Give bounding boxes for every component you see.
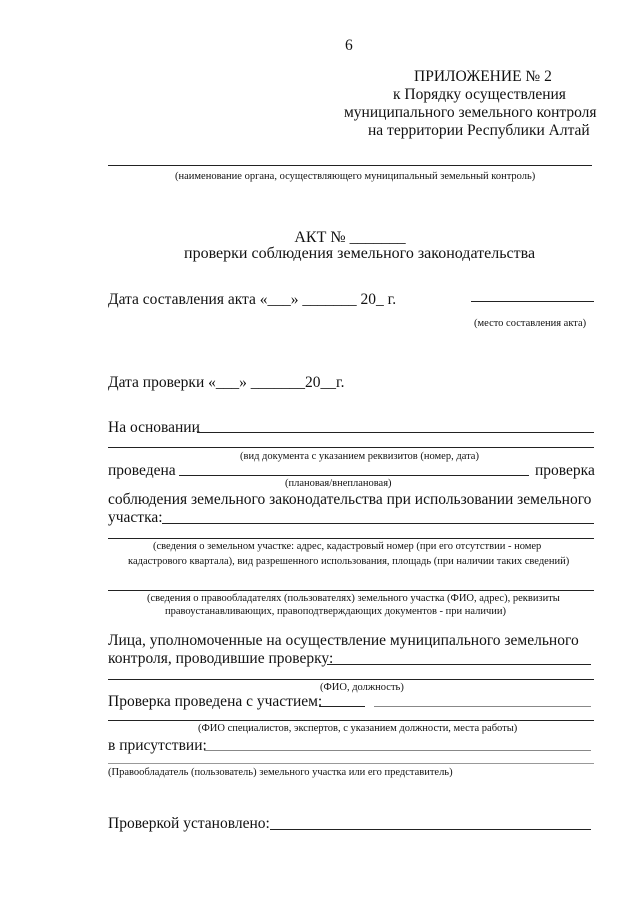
plot-caption-2: кадастрового квартала), вид разрешенного использования, площадь (при наличии таких сведений) [128, 556, 570, 567]
established-input-line[interactable] [270, 829, 591, 830]
basis-input-line[interactable] [197, 432, 594, 433]
compile-date-field[interactable]: Дата составления акта «___» _______ 20_ г. [108, 291, 397, 308]
organ-caption: (наименование органа, осуществляющего муниципальный земельный контроль) [175, 171, 536, 182]
plot-label: участка: [108, 509, 163, 526]
conducted-label: проведена [108, 462, 176, 479]
compliance-line-1: соблюдения земельного законодательства при использовании земельного [108, 491, 592, 508]
appendix-title: ПРИЛОЖЕНИЕ № 2 [414, 68, 552, 85]
act-title: АКТ № _______ [294, 229, 406, 246]
participation-input-line-2[interactable] [108, 720, 594, 721]
presence-input-line[interactable] [204, 750, 591, 751]
participation-input-line[interactable] [374, 706, 591, 707]
check-date-field[interactable]: Дата проверки «___» _______20__г. [108, 374, 345, 391]
conducted-caption: (плановая/внеплановая) [285, 478, 392, 489]
persons-label: контроля, проводившие проверку: [108, 650, 334, 667]
owner-caption-2: правоустанавливающих, правоподтверждающих документов - при наличии) [165, 606, 507, 617]
persons-input-line-2[interactable] [108, 679, 594, 680]
presence-label: в присутствии: [108, 737, 207, 754]
established-label: Проверкой установлено: [108, 815, 270, 832]
plot-input-line-2[interactable] [108, 538, 594, 539]
appendix-line-2: к Порядку осуществления [393, 86, 566, 103]
participation-label: Проверка проведена с участием: [108, 693, 323, 710]
owner-caption-1: (сведения о правообладателях (пользователях) земельного участка (ФИО, адрес), реквизиты [147, 593, 560, 604]
page-number: 6 [345, 37, 353, 54]
participation-short-line[interactable] [319, 706, 365, 707]
basis-caption: (вид документа с указанием реквизитов (номер, дата) [240, 451, 479, 462]
participation-caption: (ФИО специалистов, экспертов, с указанием должности, места работы) [198, 723, 518, 734]
act-subtitle: проверки соблюдения земельного законодательства [184, 245, 536, 262]
presence-input-line-2[interactable] [108, 763, 594, 764]
plot-caption-1: (сведения о земельном участке: адрес, кадастровый номер (при его отсутствии - номер [153, 541, 542, 552]
plot-input-line[interactable] [162, 523, 594, 524]
persons-caption: (ФИО, должность) [320, 682, 404, 693]
persons-line-1: Лица, уполномоченные на осуществление муниципального земельного [108, 632, 579, 649]
basis-input-line-2[interactable] [108, 447, 594, 448]
organ-name-line[interactable] [108, 165, 592, 166]
basis-label: На основании [108, 419, 200, 436]
conducted-tail: проверка [535, 462, 595, 479]
conducted-input-line[interactable] [179, 475, 529, 476]
persons-input-line[interactable] [327, 664, 591, 665]
presence-caption: (Правообладатель (пользователь) земельного участка или его представитель) [108, 767, 453, 778]
appendix-line-4: на территории Республики Алтай [368, 122, 590, 139]
compile-place-caption: (место составления акта) [474, 318, 587, 329]
compile-place-line[interactable] [471, 301, 594, 302]
owner-input-line[interactable] [108, 590, 594, 591]
appendix-line-3: муниципального земельного контроля [344, 104, 597, 121]
